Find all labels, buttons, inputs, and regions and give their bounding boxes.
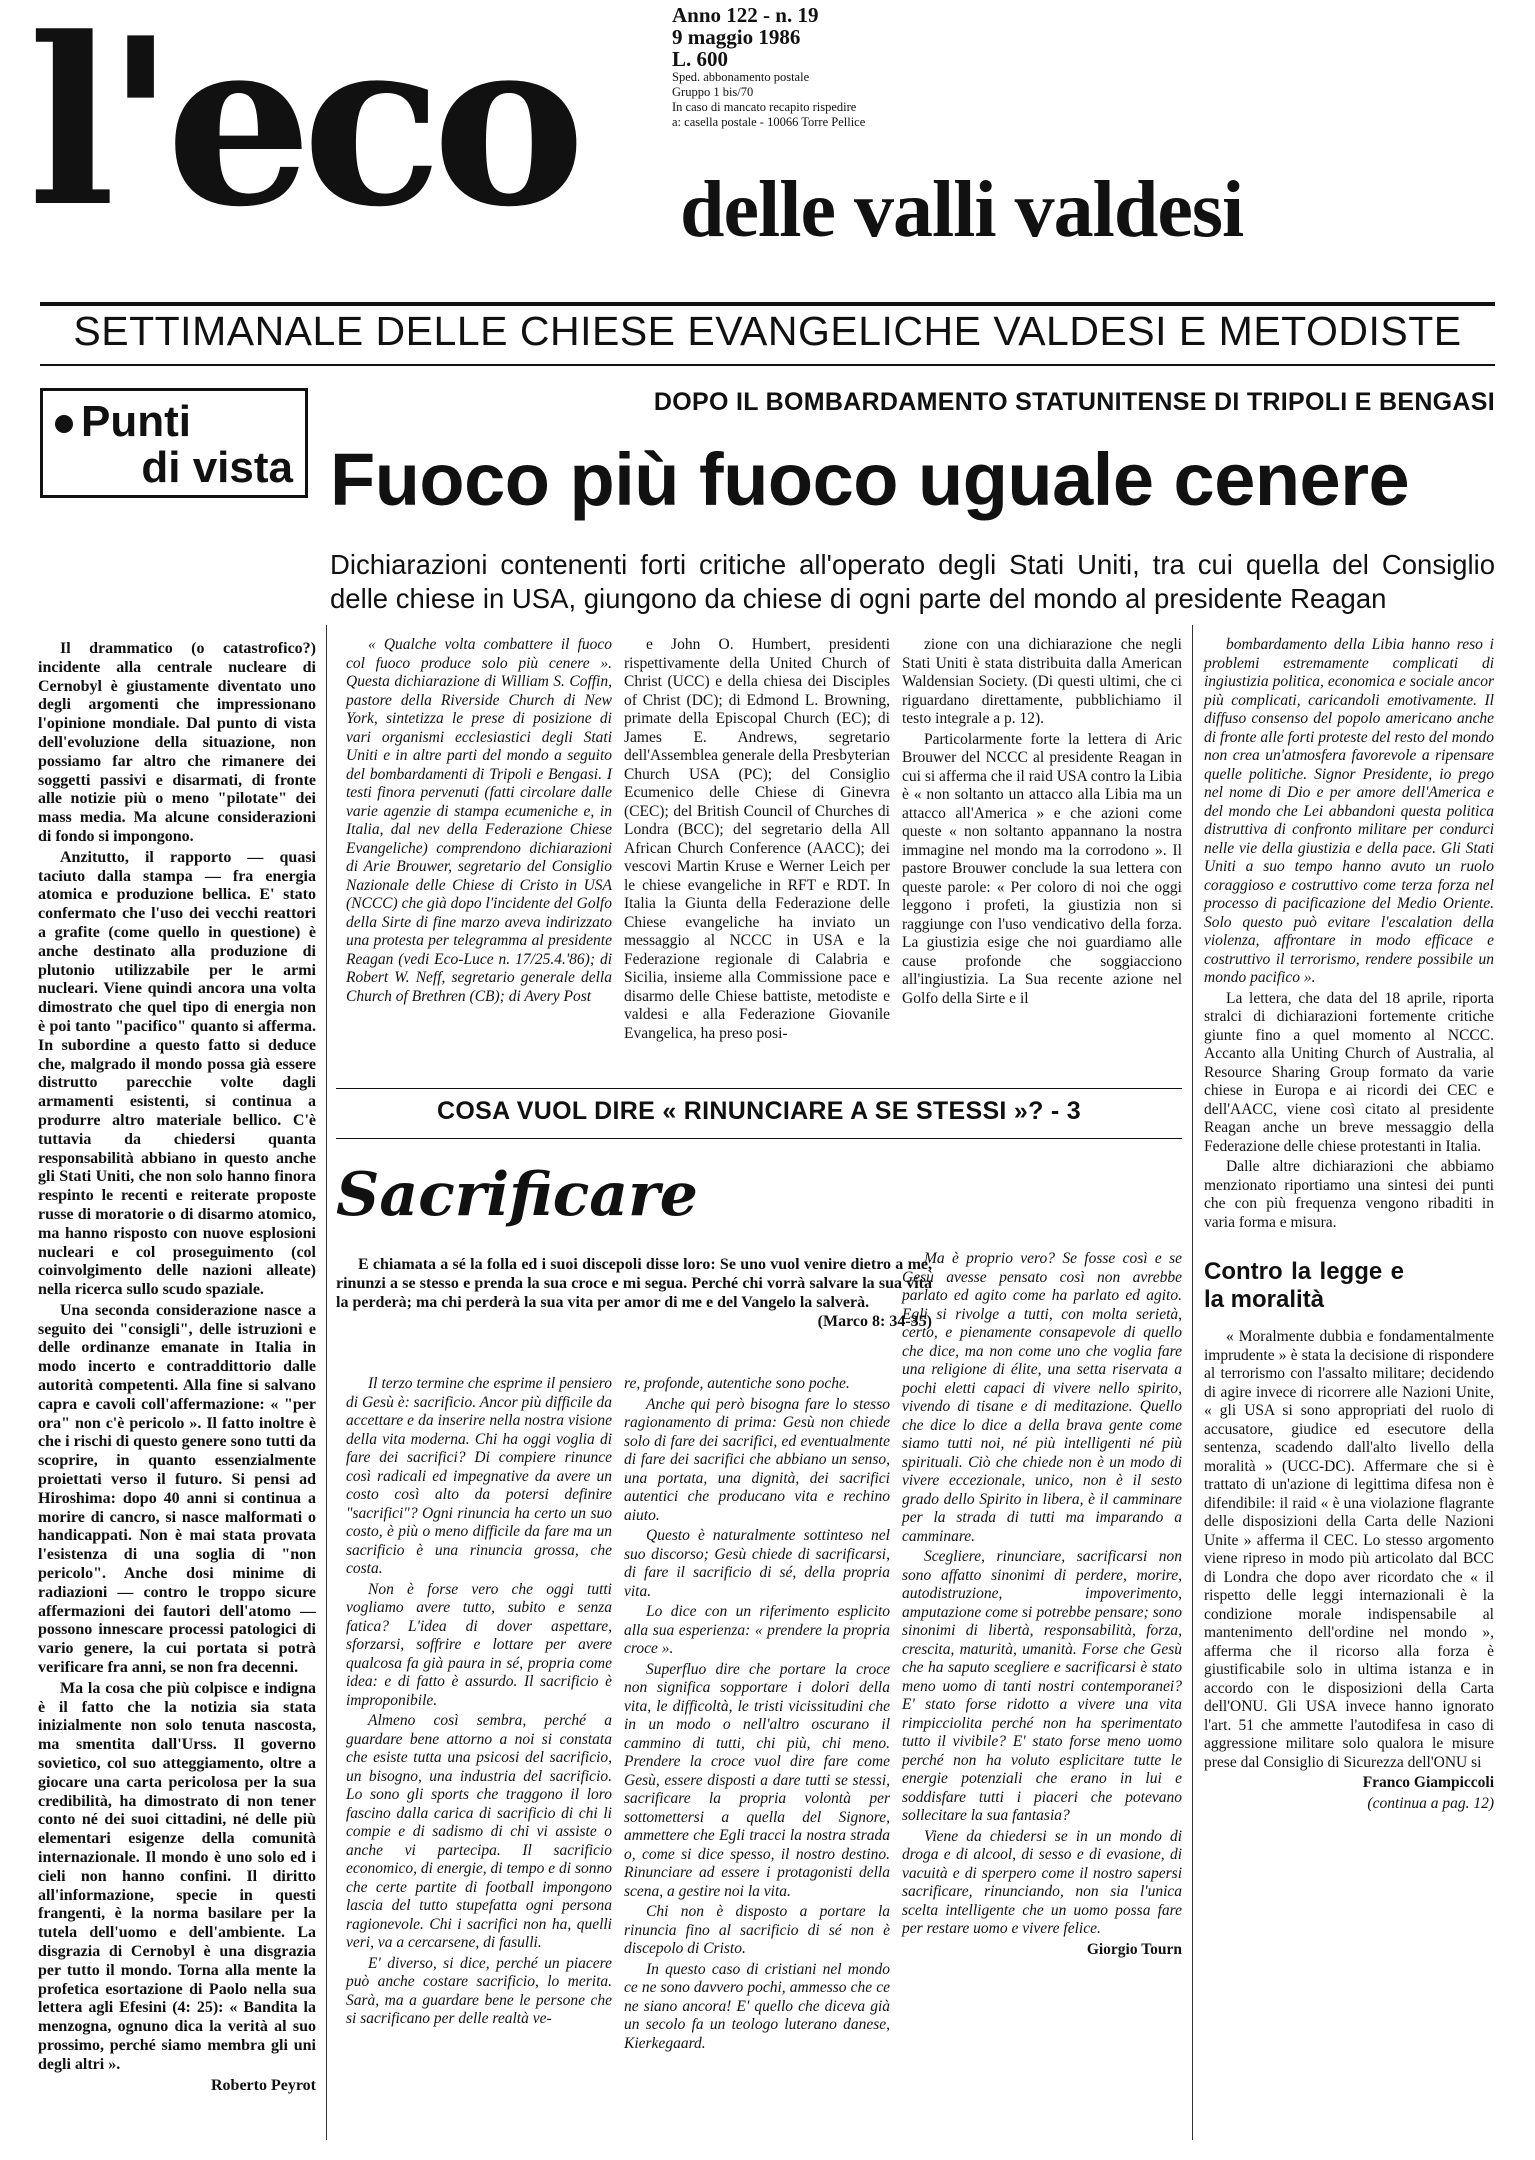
punti-di-vista-line1: Punti: [81, 397, 191, 446]
lead-column-4: [1204, 636, 1494, 1813]
edition-date: 9 maggio 1986: [672, 25, 801, 49]
lead-headline: Fuoco più fuoco uguale cenere: [330, 438, 1410, 521]
column-divider: [1192, 625, 1193, 2140]
sacrificare-paragraph: Il terzo termine che esprime il pensiero di Gesù è: sacrificio. Ancor più difficile da accettare e da inserire nella nostra visione della vita moderna. Chi ha oggi voglia di fare dei sacrifici? Di compiere rinunce così radicali ed impegnative da avere un costo così alto da potersi definire "sacrifici"? Ogni rinuncia ha certo un suo costo, è più o meno difficile da fare ma un sacrificio è una rinuncia grossa, che costa.: [346, 1375, 612, 1577]
section-rule: [336, 1088, 1182, 1089]
edition-price: L. 600: [672, 47, 729, 71]
sacrificare-paragraph: Superfluo dire che portare la croce non significa sopportare i dolori della vita, le difficoltà, le tristi vicissitudini che in un modo o nell'altro oscurano il cammino di tutti, chi più, chi meno. Prendere la croce vuol dire fare come Gesù, essere disposti a dare tutti se stessi, sacrificare la propria volontà per sottomettersi a quella del Signore, ammettere che Egli tracci la nostra strada o, come si dice spesso, il nostro destino. Rinunciare ad essere i protagonisti della scena, a gestire noi la vita.: [624, 1660, 890, 1900]
sacrificare-epigraph: [336, 1255, 932, 1331]
sacrificare-paragraph: Chi non è disposto a portare la rinuncia fino al sacrificio di sé non è discepolo di Cristo.: [624, 1903, 890, 1957]
edition-postal: Sped. abbonamento postale: [672, 70, 810, 84]
lead-paragraph: bombardamento della Libia hanno reso i problemi estremamente complicati di ingiustizia politica, economica e sociale ancor più complicati, caricandoli emotivamente. Il diffuso consenso del popolo americano anche di fronte alle forti proteste del resto del mondo non crea un'atmosfera favorevole a ripensare quelle politiche. Signor Presidente, io prego nel nome di Dio e per amore dell'America e del mondo che Lei abbandoni questa politica distruttiva di confronto militare per condurci nelle vie della giustizia e della pace. Gli Stati Uniti a suo tempo hanno avuto un ruolo coraggioso e costruttivo come terza forza nel processo di pacificazione del Medio Oriente. Solo questo può evitare l'escalation della violenza, affrontare in modo efficace e costruttivo il terrorismo, rendere possibile un mondo pacifico ».: [1204, 636, 1494, 986]
sacrificare-title: Sacrificare: [336, 1160, 698, 1230]
epigraph-reference: (Marco 8: 34-35): [817, 1313, 932, 1330]
column-divider: [326, 625, 327, 2140]
sacrificare-paragraph: re, profonde, autentiche sono poche.: [624, 1375, 850, 1392]
sacrificare-paragraph: Questo è naturalmente sottinteso nel suo discorso; Gesù chiede di sacrificarsi, di fare il sacrificio di sé, della propria vita.: [624, 1527, 890, 1600]
sacrificare-paragraph: Almeno così sembra, perché a guardare bene attorno a noi si constata che esiste tutta una psicosi del sacrificio, un bisogno, una industria del sacrificio. Lo sono gli sports che traggono il loro fascino dalla carica di sacrificio di chi li compie e di sadismo di chi vi assiste o anche vi partecipa. Il sacrificio economico, di energie, di tempo e di sonno che certe partite di football impongono lascia del tutto stupefatta ogni persona ragionevole. Chi i sacrifici non ha, quelli veri, va a cercarsene, di fasulli.: [346, 1712, 612, 1951]
lead-kicker: DOPO IL BOMBARDAMENTO STATUNITENSE DI TRIPOLI E BENGASI: [653, 388, 1495, 416]
sacrificare-column-2: [624, 1375, 890, 2053]
sacrificare-kicker: COSA VUOL DIRE « RINUNCIARE A SE STESSI »? - 3: [437, 1097, 1081, 1125]
lead-column-3: [902, 636, 1182, 1008]
sacrificare-paragraph: Scegliere, rinunciare, sacrificarsi non sono affatto sinonimi di perdere, morire, autodistruzione, impoverimento, amputazione come si potrebbe pensare; sono sinonimi di libertà, responsabilità, forza, crescita, maturità, umanità. Forse che Gesù che ha saputo scegliere e sacrificarsi è stato meno uomo di tanti nostri contemporanei? E' stato forse ridotto a vivere una vita rimpicciolita perché non ha sperimentato tutto il vivibile? E' stato forse meno uomo perché non ha voluto esplicitare tutte le energie potenziali che erano in lui e soddisfare tutti i piaceri che potevano sollecitare la sua fantasia?: [902, 1548, 1182, 1824]
lead-paragraph: Particolarmente forte la lettera di Aric Brouwer del NCCC al presidente Reagan in cui si afferma che il raid USA contro la Libia è « non soltanto un attacco alla Libia ma un attacco all'America » e che azioni come queste « non soltanto appannano la nostra immagine nel mondo ma la corrodono ». Il pastore Brouwer conclude la sua lettera con queste parole: « Per coloro di noi che oggi leggono i profeti, la giustizia non si raggiunge con l'uso vendicativo della forza. La giustizia esige che noi guardiamo alle cause profonde che soggiacciono all'ingiustizia. La Sua recente azione nel Golfo della Sirte e il: [902, 730, 1182, 1007]
continued-note: (continua a pag. 12): [1367, 1794, 1494, 1812]
sacrificare-paragraph: Anche qui però bisogna fare lo stesso ragionamento di prima: Gesù non chiede solo di fare dei sacrifici, ed eventualmente di fare dei sacrifici che abbiano un senso, una portata, una dignità, dei sacrifici autentici che producano vita e rechino aiuto.: [624, 1395, 890, 1524]
lead-paragraph: « Qualche volta combattere il fuoco col fuoco produce solo più cenere ». Questa dichiarazione di William S. Coffin, pastore della Riverside Church di New York, sintetizza le prese di posizione di vari organismi ecclesiastici degli Stati Uniti e in altre parti del mondo a seguito del bombardamenti di Tripoli e Bengasi. I testi finora pervenuti (fatti circolare dalle varie agenzie di stampa ecumeniche e, in Italia, dal nev della Federazione Chiese Evangeliche) comprendono dichiarazioni di Arie Brouwer, segretario del Consiglio Nazionale delle Chiese di Cristo in USA (NCCC) che già dopo l'incidente del Golfo della Sirte di fine marzo aveva indirizzato una protesta per telegramma al presidente Reagan (vedi Eco-Luce n. 17/25.4.'86); di Robert W. Neff, segretario generale della Church of Brethren (CB); di Avery Post: [346, 636, 612, 1005]
edition-group: Gruppo 1 bis/70: [672, 85, 754, 99]
edition-number: Anno 122 - n. 19: [672, 3, 819, 27]
sacrificare-paragraph: In questo caso di cristiani nel mondo ce ne sono davvero pochi, ammesso che ce ne siano ancora! E' quello che diceva già un secolo fa un teologo luterano danese, Kierkegaard.: [624, 1960, 890, 2052]
edition-return: In caso di mancato recapito rispedire: [672, 100, 857, 114]
lead-paragraph: La lettera, che data del 18 aprile, riporta stralci di dichiarazioni fortemente critiche giunte fino a quel momento al NCCC. Accanto alla Uniting Church of Australia, al Resource Sharing Group formato da varie chiese in Europa e ai ricordi dei CEC e dell'AACC, viene così citato al presidente Reagan anche un breve messaggio della Federazione delle chiese protestanti in Italia.: [1204, 989, 1494, 1155]
masthead-tagline: SETTIMANALE DELLE CHIESE EVANGELICHE VALDESI E METODISTE: [73, 308, 1462, 354]
masthead-logo: l'eco: [28, 0, 576, 258]
opinion-author: Roberto Peyrot: [211, 2076, 316, 2094]
sacrificare-paragraph: Non è forse vero che oggi tutti vogliamo avere tutto, subito e senza fatica? L'idea di dover aspettare, sforzarsi, soffrire e lottare per avere qualcosa fa già paura in sé, propria come idea: e di fatto è assurdo. Il sacrificio è improponibile.: [346, 1580, 612, 1709]
edition-address: a: casella postale - 10066 Torre Pellice: [672, 115, 866, 129]
sacrificare-author: Giorgio Tourn: [1086, 1940, 1182, 1958]
opinion-paragraph: Il drammatico (o catastrofico?) incidente alla centrale nucleare di Cernobyl è giustamente diventato uno degli argomenti che impressionano l'opinione mondiale. Dal punto di vista dell'evoluzione della situazione, non possiamo far altro che rimanere dei soggetti passivi e disarmati, di fronte alle notizie più o meno "pilotate" dei mass media. Ma alcune considerazioni di fondo si impongono.: [38, 640, 316, 845]
lead-paragraph: zione con una dichiarazione che negli Stati Uniti è stata distribuita dalla American Waldensian Society. (Di questi ultimi, che ci riguardano direttamente, pubblichiamo il testo integrale a p. 12).: [902, 636, 1182, 727]
masthead-rule: [40, 302, 1495, 306]
lead-paragraph: « Moralmente dubbia e fondamentalmente imprudente » è stata la decisione di rispondere al terrorismo con l'assalto militare; decidendo di agire invece di ricorrere alle Nazioni Unite, « gli USA si sono appropriati del ruolo di accusatore, giudice ed esecutore della sentenza, scadendo dall'alto livello della moralità » (UCC-DC). Affermare che si è trattato di un'azione di legittima difesa non è difendibile: il raid « è una violazione flagrante delle disposizioni della Carta delle Nazioni Unite » afferma il CEC. Lo stesso argomento viene ripreso in modo più articolato dal BCC di Londra che dopo aver ricordato che « il rispetto delle leggi internazionali è la condizione morale indispensabile al mantenimento dell'ordine nel mondo », afferma che il ricorso alla forza è giustificabile solo in ultima istanza e in accordo con le disposizioni della Carta dell'ONU. Gli USA invece hanno ignorato l'art. 51 che ammette l'autodifesa in caso di aggressione militare solo qualora le misure prese dal Consiglio di Sicurezza dell'ONU si: [1204, 1328, 1494, 1771]
sacrificare-paragraph: Lo dice con un riferimento esplicito alla sua esperienza: « prendere la propria croce ».: [624, 1603, 890, 1657]
bullet-icon: [55, 415, 73, 433]
lead-column-2: [624, 636, 890, 1043]
sacrificare-column-3: [902, 1250, 1182, 1959]
masthead-subtitle: delle valli valdesi: [680, 166, 1244, 254]
punti-di-vista-line2: di vista: [141, 443, 293, 492]
lead-deck: Dichiarazioni contenenti forti critiche all'operato degli Stati Uniti, tra cui quella del Consiglio delle chiese in USA, giungono da chiese di ogni parte del mondo al presidente Reagan: [330, 549, 1495, 614]
sacrificare-paragraph: E' diverso, si dice, perché un piacere può anche costare sacrificio, lo merita. Sarà, ma a guardare bene le persone che si sacrificano per delle realtà ve-: [346, 1954, 612, 2027]
punti-di-vista-box: [40, 388, 308, 498]
masthead-rule-bottom: [40, 364, 1495, 366]
opinion-column: [38, 640, 316, 2095]
lead-paragraph: e John O. Humbert, presidenti rispettivamente della United Church of Christ (UCC) e della chiesa dei Disciples of Christ (DC); di Edmond L. Browning, primate della Episcopal Church (EC); di James E. Andrews, segretario dell'Assemblea generale della Presbyterian Church USA (PC); del Consiglio Ecumenico delle Chiese di Ginevra (CEC); del British Council of Churches di Londra (BCC); del segretario della All African Church Conference (AACC); dei vescovi Martin Kruse e Werner Leich per le chiese evangeliche in RFT e RDT. In Italia la Giunta della Federazione delle Chiese evangeliche ha inviato un messaggio al NCCC in USA e la Federazione regionale di Calabria e Sicilia, insieme alla Commissione pace e disarmo delle Chiese battiste, metodiste e valdesi e alla Federazione Giovanile Evangelica, ha preso posi-: [624, 636, 890, 1042]
lead-subhead: Contro la legge e la moralità: [1204, 1258, 1404, 1313]
sacrificare-paragraph: Ma è proprio vero? Se fosse così e se Gesù avesse pensato così non avrebbe parlato ed agito come ha parlato ed agito. Egli si rivolge a tutti, con molta serietà, certo, e pienamente consapevole di quello che dice, ma non come uno che voglia fare una religione di élite, una setta riservata a pochi eletti capaci di vivere nello spirito, vivendo di tisane e di meditazione. Quello che dice lo dice a della brava gente come siamo tutti noi, né più intelligenti né più spirituali. Ciò che chiede non è un modo di vivere eccezionale, unico, non è il sesto grado dello Spirito in libera, è il camminare per la strada di tutti ma imparando a camminare.: [902, 1250, 1182, 1545]
sacrificare-column-1: [346, 1375, 612, 2029]
lead-paragraph: Dalle altre dichiarazioni che abbiamo menzionato riportiamo una sintesi dei punti che con più frequenza vengono ribaditi in varia forma e misura.: [1204, 1158, 1494, 1231]
edition-info: [672, 4, 972, 130]
lead-author: Franco Giampiccoli: [1362, 1774, 1494, 1791]
lead-column-1: [346, 636, 612, 1006]
section-rule: [336, 1138, 1182, 1139]
opinion-paragraph: Anzitutto, il rapporto — quasi taciuto dalla stampa — fra energia atomica e produzione bellica. E' stato confermato che l'uso dei vecchi reattori a grafite (come quello in questione) è anche destinato alla produzione di plutonio utilizzabile per le armi nucleari. Viene quindi ancora una volta dimostrato che quel tipo di energia non è poi tanto "pacifico" quanto si afferma. In subordine a questo fatto si deduce che, malgrado il mondo possa già essere distrutto parecchie volte dagli armamenti esistenti, si continua a produrre altro materiale bellico. C'è tuttavia da chiedersi quanta responsabilità abbiano in questo anche gli Stati Uniti, che non solo hanno finora respinto le recenti e reiterate proposte russe di moratorie o di disarmo atomico, ma hanno risposto con nuove esplosioni nucleari e col proseguimento (col coinvolgimento delle nazioni alleate) nella ricerca sullo scudo spaziale.: [38, 848, 316, 1299]
sacrificare-paragraph: Viene da chiedersi se in un mondo di droga e di alcool, di sesso e di evasione, di vacuità e di sperpero come il nostro sapersi sacrificare, rinunciando, non sia l'unica scelta intelligente che un uomo possa fare per restare uomo e vivere felice.: [902, 1827, 1182, 1937]
opinion-paragraph: Ma la cosa che più colpisce e indigna è il fatto che la notizia sia stata inizialmente non solo tenuta nascosta, ma smentita dall'Urss. Il governo sovietico, col suo atteggiamento, oltre a giocare una carta pericolosa per la sua credibilità, ha dimostrato di non tener conto né dei suoi cittadini, né delle più elementari esigenze della comunità internazionale. Il mondo è uno solo ed i cieli non hanno confini. Il diritto all'informazione, specie in questi frangenti, è la norma basilare per la tutela dell'uomo e dell'ambiente. La disgrazia di Cernobyl è una disgrazia per tutto il mondo. Torna alla mente la profetica esortazione di Paolo nella sua lettera agli Efesini (4: 25): « Bandita la menzogna, ognuno dica la verità al suo prossimo, perché siamo membra gli uni degli altri ».: [38, 1679, 316, 2073]
epigraph-text: E chiamata a sé la folla ed i suoi discepoli disse loro: Se uno vuol venire dietro a me, rinunzi a se stesso e prenda la sua croce e mi segua. Perché chi vorrà salvare la sua vita la perderà; ma chi perderà la sua vita per amor di me e del Vangelo la salverà.: [336, 1256, 932, 1311]
opinion-paragraph: Una seconda considerazione nasce a seguito dei "consigli", delle istruzioni e delle ordinanze emanate in Italia in modo incerto e contraddittorio dalle autorità competenti. Alla fine si salvano capra e cavoli coll'affermazione: « "per ora" non c'è pericolo ». Il fatto inoltre è che i rischi di questo genere sono tutti da scoprire, in quanto essenzialmente proiettati verso il futuro. Si pensi ad Hiroshima: dopo 40 anni si continua a morire di cancro, si nasce malformati o handicappati. Non è mai stata provata l'esistenza di una soglia di "non pericolo". Anche dosi minime di radiazioni — contro le troppo sicure affermazioni dei fautori dell'atomo — possono innescare processi patologici di vario genere, la cui portata si potrà verificare fra anni, se non fra decenni.: [38, 1301, 316, 1677]
